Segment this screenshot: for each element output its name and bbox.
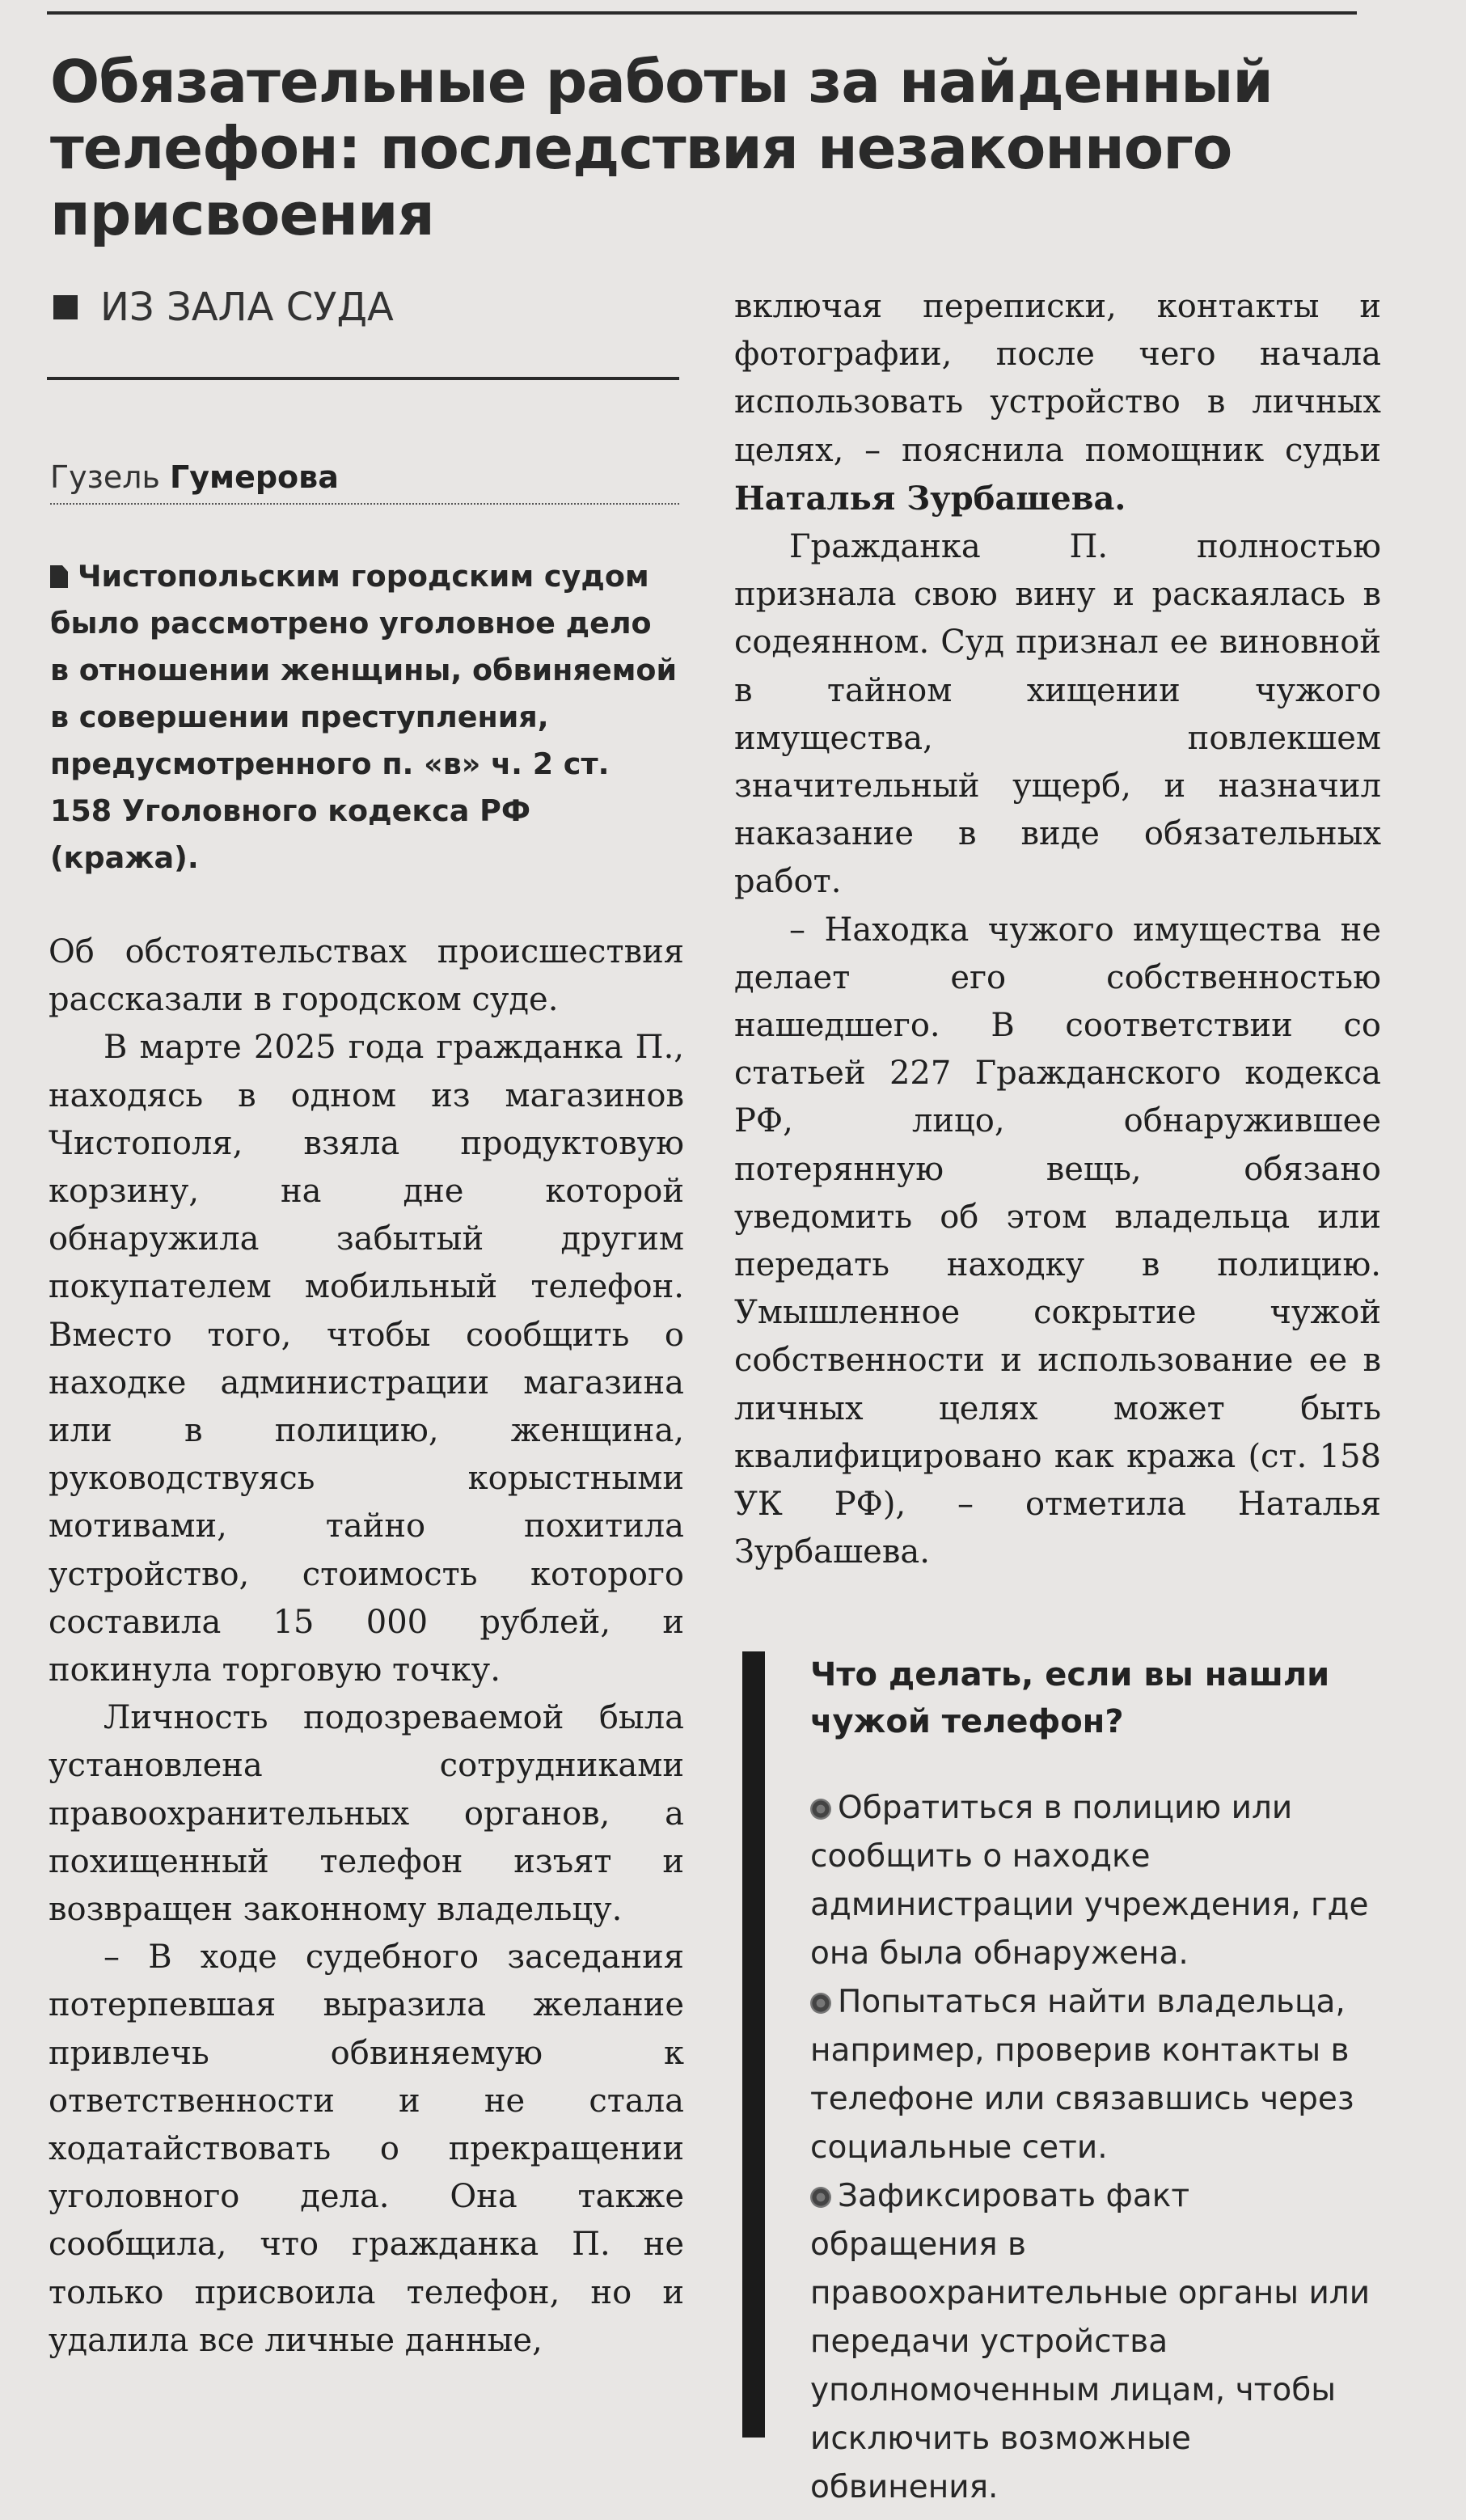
sidebar-content xyxy=(810,1651,1384,2512)
quote-text: включая переписки, контакты и фотографии, после чего начала использовать устройство в личных целях, – пояснила помощник судьи xyxy=(734,288,1381,469)
sidebar-title: Что делать, если вы нашли чужой телефон? xyxy=(810,1656,1330,1740)
body-paragraph: Личность подозреваемой была установлена сотрудниками правоохранительных органов, а похищенный телефон изъят и возвращен законному владельцу. xyxy=(49,1699,684,1929)
body-paragraph: Об обстоятельствах происшествия рассказали в городском суде. xyxy=(49,933,684,1019)
sidebar-tip xyxy=(810,1784,1384,1978)
sidebar-tip xyxy=(810,2172,1384,2512)
body-paragraph: В марте 2025 года гражданка П., находясь в одном из магазинов Чистополя, взяла продуктовую корзину, на дне которой обнаружила забытый другим покупателем мобильный телефон. Вместо того, чтобы сообщить о находке администрации магазина или в полицию, женщина, руководствуясь корыстными мотивами, тайно похитила устройство, стоимость которого составила 15 000 рублей, и покинула торговую точку. xyxy=(49,1029,684,1689)
rubric-rule xyxy=(47,377,679,380)
gear-bullet-icon xyxy=(810,2187,831,2208)
body-paragraph: – В ходе судебного заседания потерпевшая выразила желание привлечь обвиняемую к ответственности и не стала ходатайствовать о прекращении уголовного дела. Она также сообщила, что гражданка П. не только присвоила телефон, но и удалила все личные данные, xyxy=(49,1939,684,2359)
document-icon xyxy=(50,565,68,588)
rubric-square-icon xyxy=(53,295,78,319)
gear-bullet-icon xyxy=(810,1799,831,1820)
top-rule xyxy=(47,11,1357,15)
rubric xyxy=(53,285,394,330)
sidebar-bar xyxy=(742,1651,765,2438)
advice-sidebar xyxy=(742,1651,1389,2505)
body-paragraph xyxy=(734,283,1381,523)
author-first-name: Гузель xyxy=(50,459,160,495)
lead-text: Чистопольским городским судом было рассмотрено уголовное дело в отношении женщины, обвиняемой в совершении преступления, предусмотренного п. «в» ч. 2 ст. 158 Уголовного кодекса РФ (кража). xyxy=(50,559,678,875)
body-paragraph: – Находка чужого имущества не делает его собственностью нашедшего. В соответствии со статьей 227 Гражданского кодекса РФ, лицо, обнаружившее потерянную вещь, обязано уведомить об этом владельца или передать находку в полицию. Умышленное сокрытие чужой собственности и использование ее в личных целях может быть квалифицировано как кража (ст. 158 УК РФ), – отметила Наталья Зурбашева. xyxy=(734,911,1381,1571)
rubric-label: ИЗ ЗАЛА СУДА xyxy=(100,285,394,330)
body-paragraph: Гражданка П. полностью признала свою вину и раскаялась в содеянном. Суд признал ее виновной в тайном хищении чужого имущества, повлекшем значительный ущерб, и назначил наказание в виде обязательных работ. xyxy=(734,528,1381,901)
right-column xyxy=(734,283,1381,1576)
gear-bullet-icon xyxy=(810,1993,831,2014)
tip-text: Зафиксировать факт обращения в правоохранительные органы или передачи устройства уполномоченным лицам, чтобы исключить возможные обвинения. xyxy=(810,2178,1371,2505)
speaker-name: Наталья Зурбашева. xyxy=(734,479,1126,518)
sidebar-tip xyxy=(810,1978,1384,2172)
headline: Обязательные работы за найденный телефон: последствия незаконного присвоения xyxy=(50,48,1273,248)
tip-text: Обратиться в полицию или сообщить о находке администрации учреждения, где она была обнаружена. xyxy=(810,1790,1369,1972)
author-byline xyxy=(50,459,679,505)
tip-text: Попытаться найти владельца, например, проверив контакты в телефоне или связавшись через социальные сети. xyxy=(810,1984,1354,2166)
author-last-name: Гумерова xyxy=(170,459,339,495)
left-column xyxy=(49,928,684,2365)
lead-paragraph xyxy=(50,553,679,882)
